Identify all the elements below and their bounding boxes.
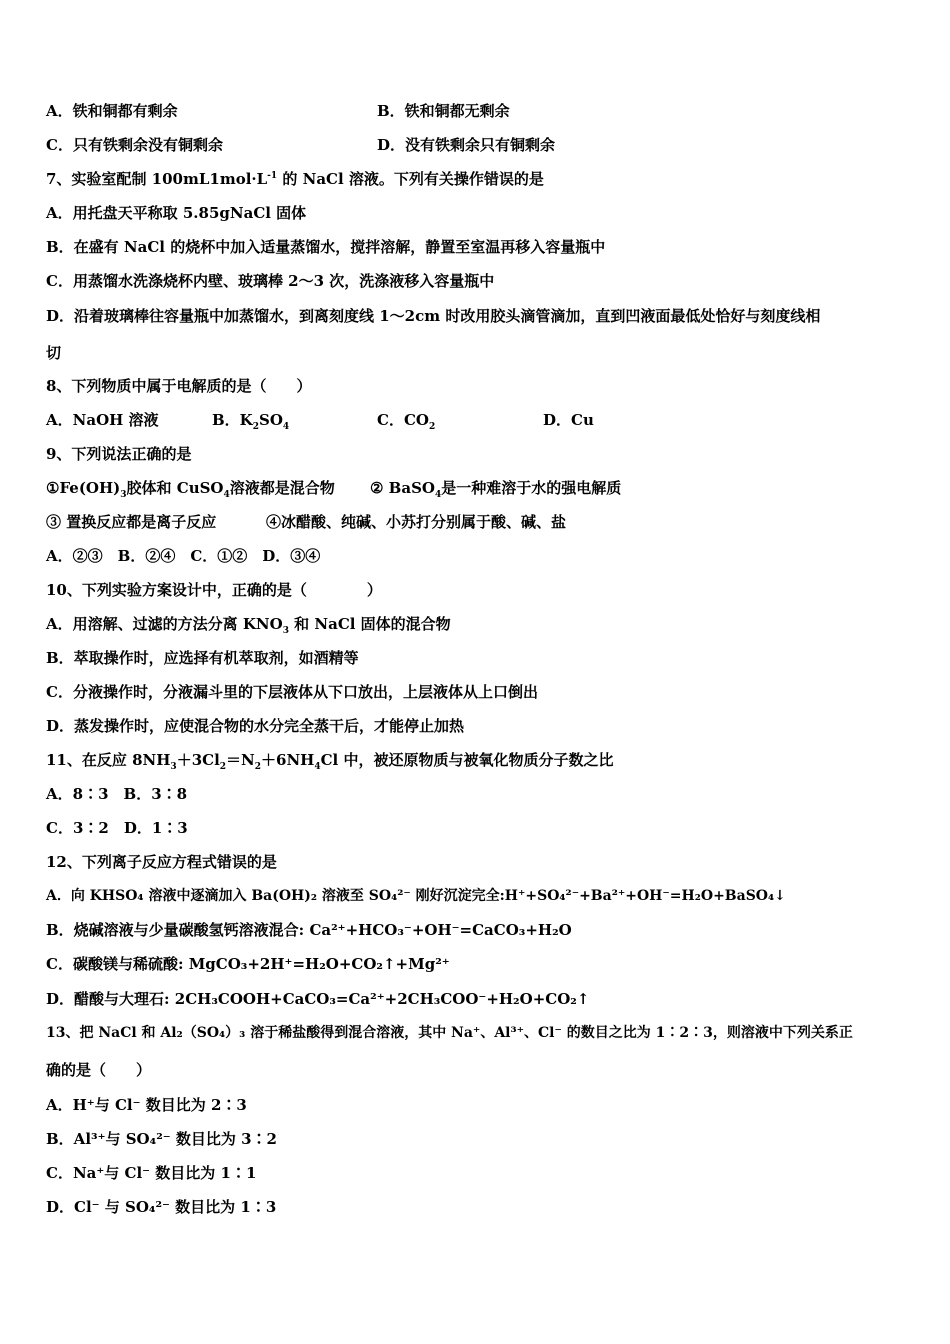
q10-option-d: D．蒸发操作时，应使混合物的水分完全蒸干后，才能停止加热 (46, 717, 465, 735)
q8-option-d: D．Cu (543, 411, 594, 429)
q12-option-c: C．碳酸镁与稀硫酸: MgCO₃+2H⁺=H₂O+CO₂↑+Mg²⁺ (46, 955, 450, 973)
q13-stem-cont: 确的是（ ） (46, 1061, 152, 1079)
q10-stem: 10、下列实验方案设计中，正确的是（ ） (46, 581, 382, 599)
q6-option-d: D．没有铁剩余只有铜剩余 (377, 136, 556, 154)
q13-option-c: C．Na⁺与 Cl⁻ 数目比为 1∶1 (46, 1164, 257, 1182)
q12-option-b: B．烧碱溶液与少量碳酸氢钙溶液混合: Ca²⁺+HCO₃⁻+OH⁻=CaCO₃+H₂O (46, 921, 572, 939)
q12-option-d: D．醋酸与大理石: 2CH₃COOH+CaCO₃=Ca²⁺+2CH₃COO⁻+H₂O+CO₂↑ (46, 990, 590, 1008)
q7-option-b: B．在盛有 NaCl 的烧杯中加入适量蒸馏水，搅拌溶解，静置至室温再移入容量瓶中 (46, 238, 606, 256)
q7-stem: 7、实验室配制 $100mL1mol\cdot L^{-1}$ 的 NaCl 溶液。下列有关操作错误的是 (46, 170, 544, 188)
q7-option-d: D．沿着玻璃棒往容量瓶中加蒸馏水，到离刻度线 1～2cm 时改用胶头滴管滴加，直到凹液面最低处恰好与刻度线相 (46, 307, 821, 325)
q7-option-a: A．用托盘天平称取 5.85gNaCl 固体 (46, 204, 307, 222)
q9-statement-4: ④冰醋酸、纯碱、小苏打分别属于酸、碱、盐 (266, 513, 567, 531)
q7-option-c: C．用蒸馏水洗涤烧杯内壁、玻璃棒 2～3 次，洗涤液移入容量瓶中 (46, 272, 495, 290)
q9-statement-2: ② BaSO$_4$是一种难溶于水的强电解质 (370, 479, 622, 500)
q10-option-b: B．萃取操作时，应选择有机萃取剂，如酒精等 (46, 649, 359, 667)
q9-stem: 9、下列说法正确的是 (46, 445, 192, 463)
q13-option-b: B．Al³⁺与 SO₄²⁻ 数目比为 3∶2 (46, 1130, 277, 1148)
q12-stem: 12、下列离子反应方程式错误的是 (46, 853, 277, 871)
q9-statement-3: ③ 置换反应都是离子反应 (46, 513, 217, 531)
q9-statement-1: $①Fe(OH)_3$胶体和 CuSO$_4$溶液都是混合物 (46, 479, 335, 500)
q12-option-a: A．向 KHSO₄ 溶液中逐滴加入 Ba(OH)₂ 溶液至 SO₄²⁻ 刚好沉淀完全:H⁺+SO₄²⁻+Ba²⁺+OH⁻=H₂O+BaSO₄↓ (46, 888, 786, 904)
q6-option-c: C．只有铁剩余没有铜剩余 (46, 136, 223, 154)
q9-options: A．②③ B．②④ C．①② D．③④ (46, 547, 321, 565)
q10-option-a: A．用溶解、过滤的方法分离 $KNO_3$ 和 NaCl 固体的混合物 (46, 615, 451, 636)
q6-option-a: A．铁和铜都有剩余 (46, 102, 178, 120)
q6-option-b: B．铁和铜都无剩余 (377, 102, 510, 120)
q8-option-b: B．$K_2SO_4$ (212, 411, 290, 432)
q11-options-ab: A．8∶3 B．3∶8 (46, 785, 188, 803)
q8-option-c: C．$CO_2$ (377, 411, 436, 432)
q7-option-d-cont: 切 (46, 344, 62, 362)
q8-stem: 8、下列物质中属于电解质的是（ ） (46, 377, 312, 395)
q13-option-a: A．H⁺与 Cl⁻ 数目比为 2∶3 (46, 1096, 247, 1114)
q8-option-a: A．NaOH 溶液 (46, 411, 159, 429)
q11-stem: 11、在反应 $8NH_3+3Cl_2=N_2+6NH_4Cl$ 中，被还原物质与被氧化物质分子数之比 (46, 751, 614, 772)
q10-option-c: C．分液操作时，分液漏斗里的下层液体从下口放出，上层液体从上口倒出 (46, 683, 538, 701)
q13-stem: 13、把 NaCl 和 Al₂（SO₄）₃ 溶于稀盐酸得到混合溶液，其中 Na⁺、Al³⁺、Cl⁻ 的数目之比为 1∶2∶3，则溶液中下列关系正 (46, 1025, 853, 1041)
q13-option-d: D．Cl⁻ 与 SO₄²⁻ 数目比为 1∶3 (46, 1198, 277, 1216)
q11-options-cd: C．3∶2 D．1∶3 (46, 819, 188, 837)
